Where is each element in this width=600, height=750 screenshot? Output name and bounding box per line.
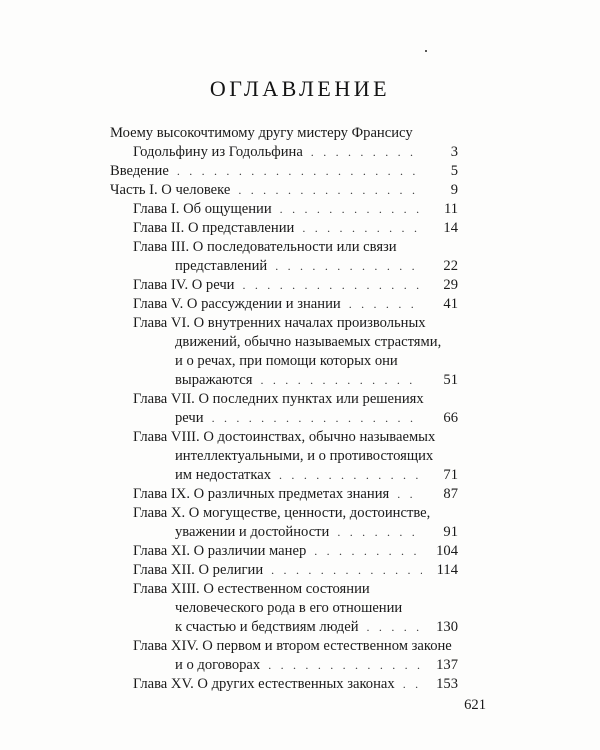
toc-entry-chapter-2[interactable] — [133, 219, 458, 237]
toc-page-number: 91 — [443, 524, 458, 540]
toc-entry-part-1[interactable] — [110, 181, 458, 199]
toc-entry-text: Введение — [110, 163, 169, 179]
toc-entry-text: Моему высокочтимому другу мистеру Франсису — [110, 125, 413, 141]
toc-entry-text: Глава XI. О различии манер — [133, 543, 307, 559]
leader-dots — [367, 618, 422, 636]
toc-page-number: 130 — [436, 619, 458, 635]
page-title: ОГЛАВЛЕНИЕ — [209, 76, 391, 101]
leader-dots — [268, 656, 422, 674]
toc-entry-chapter-10-cont[interactable] — [175, 523, 458, 541]
toc-entry-text: Глава IX. О различных предметах знания — [133, 486, 390, 502]
toc-entry-text: уважении и достойности — [175, 524, 330, 540]
toc-entry-chapter-1[interactable] — [133, 200, 458, 218]
toc-entry-chapter-13-cont[interactable] — [175, 618, 458, 636]
toc-entry-text: Глава XIII. О естественном состоянии — [133, 581, 370, 597]
toc-entry-chapter-8-cont — [175, 447, 433, 465]
toc-entry-chapter-3[interactable] — [133, 238, 397, 256]
toc-entry-chapter-7-cont[interactable] — [175, 409, 458, 427]
leader-dots — [311, 143, 422, 161]
toc-entry-dedication-cont[interactable] — [133, 143, 458, 161]
toc-entry-introduction[interactable] — [110, 162, 458, 180]
leader-dots — [177, 162, 422, 180]
toc-page-number: 71 — [443, 467, 458, 483]
leader-dots — [314, 542, 422, 560]
toc-page-number: 5 — [450, 163, 458, 179]
toc-page-number: 137 — [436, 657, 458, 673]
toc-entry-text: движений, обычно называемых страстями, — [175, 334, 442, 350]
toc-entry-text: Глава VIII. О достоинствах, обычно называемых — [133, 429, 436, 445]
toc-page-number: 29 — [443, 277, 458, 293]
toc-entry-chapter-11[interactable] — [133, 542, 458, 560]
toc-entry-text: и о речах, при помощи которых они — [175, 353, 398, 369]
toc-entry-chapter-4[interactable] — [133, 276, 458, 294]
toc-entry-text: Глава IV. О речи — [133, 277, 235, 293]
toc-entry-text: им недостатках — [175, 467, 272, 483]
toc-entry-chapter-6[interactable] — [133, 314, 426, 332]
toc-entry-chapter-10[interactable] — [133, 504, 430, 522]
toc-entry-chapter-7[interactable] — [133, 390, 424, 408]
leader-dots — [302, 219, 422, 237]
toc-entry-chapter-13[interactable] — [133, 580, 370, 598]
toc-entry-chapter-15[interactable] — [133, 675, 458, 693]
toc-entry-chapter-8-cont[interactable] — [175, 466, 458, 484]
toc-entry-text: Годольфину из Годольфина — [133, 144, 303, 160]
toc-entry-text: Глава XII. О религии — [133, 562, 264, 578]
toc-entry-text: Глава X. О могуществе, ценности, достоинстве, — [133, 505, 431, 521]
toc-entry-text: Часть I. О человеке — [110, 182, 231, 198]
leader-dots — [349, 295, 422, 313]
toc-page-number: 14 — [443, 220, 458, 236]
toc-entry-text: Глава V. О рассуждении и знании — [133, 296, 341, 312]
toc-entry-chapter-8[interactable] — [133, 428, 435, 446]
leader-dots — [279, 466, 422, 484]
page-number-footer: 621 — [464, 697, 486, 713]
toc-entry-chapter-13-cont — [175, 599, 402, 617]
leader-dots — [275, 257, 422, 275]
leader-dots — [280, 200, 422, 218]
leader-dots — [271, 561, 422, 579]
leader-dots — [238, 181, 422, 199]
leader-dots — [261, 371, 423, 389]
toc-entry-text: интеллектуальными, и о противостоящих — [175, 448, 434, 464]
toc-entry-chapter-3-cont[interactable] — [175, 257, 458, 275]
toc-entry-text: Глава VII. О последних пунктах или решениях — [133, 391, 424, 407]
leader-dots — [337, 523, 422, 541]
toc-page-number: 41 — [443, 296, 458, 312]
toc-entry-chapter-9[interactable] — [133, 485, 458, 503]
leader-dots — [243, 276, 423, 294]
toc-page-number: 66 — [443, 410, 458, 426]
leader-dots — [403, 675, 422, 693]
toc-page-number: 153 — [436, 676, 458, 692]
toc-entry-text: Глава XV. О других естественных законах — [133, 676, 395, 692]
toc-entry-chapter-5[interactable] — [133, 295, 458, 313]
toc-entry-chapter-14-cont[interactable] — [175, 656, 458, 674]
toc-entry-text: Глава III. О последовательности или связи — [133, 239, 397, 255]
toc-entry-chapter-6-cont — [175, 352, 398, 370]
toc-entry-text: речи — [175, 410, 204, 426]
toc-entry-dedication[interactable] — [110, 124, 413, 142]
toc-entry-chapter-14[interactable] — [133, 637, 452, 655]
toc-entry-chapter-6-cont — [175, 333, 441, 351]
leader-dots — [212, 409, 422, 427]
toc-entry-text: Глава VI. О внутренних началах произвольных — [133, 315, 426, 331]
toc-page-number: 114 — [436, 562, 458, 578]
toc-page-number: 3 — [450, 144, 458, 160]
toc-entry-chapter-6-cont[interactable] — [175, 371, 458, 389]
toc-entry-text: представлений — [175, 258, 268, 274]
toc-entry-text: и о договорах — [175, 657, 261, 673]
leader-dots — [397, 485, 422, 503]
toc-entry-text: Глава I. Об ощущении — [133, 201, 272, 217]
toc-entry-chapter-12[interactable] — [133, 561, 458, 579]
toc-page-number: 51 — [443, 372, 458, 388]
toc-entry-text: Глава XIV. О первом и втором естественном законе — [133, 638, 452, 654]
toc-entry-text: человеческого рода в его отношении — [175, 600, 403, 616]
toc-page-number: 22 — [443, 258, 458, 274]
toc-entry-text: Глава II. О представлении — [133, 220, 295, 236]
toc-entry-text: к счастью и бедствиям людей — [175, 619, 359, 635]
toc-page-number: 11 — [443, 201, 458, 217]
toc-page-number: 104 — [436, 543, 458, 559]
toc-entry-text: выражаются — [175, 372, 253, 388]
toc-page-number: 9 — [450, 182, 458, 198]
toc-page-number: 87 — [443, 486, 458, 502]
